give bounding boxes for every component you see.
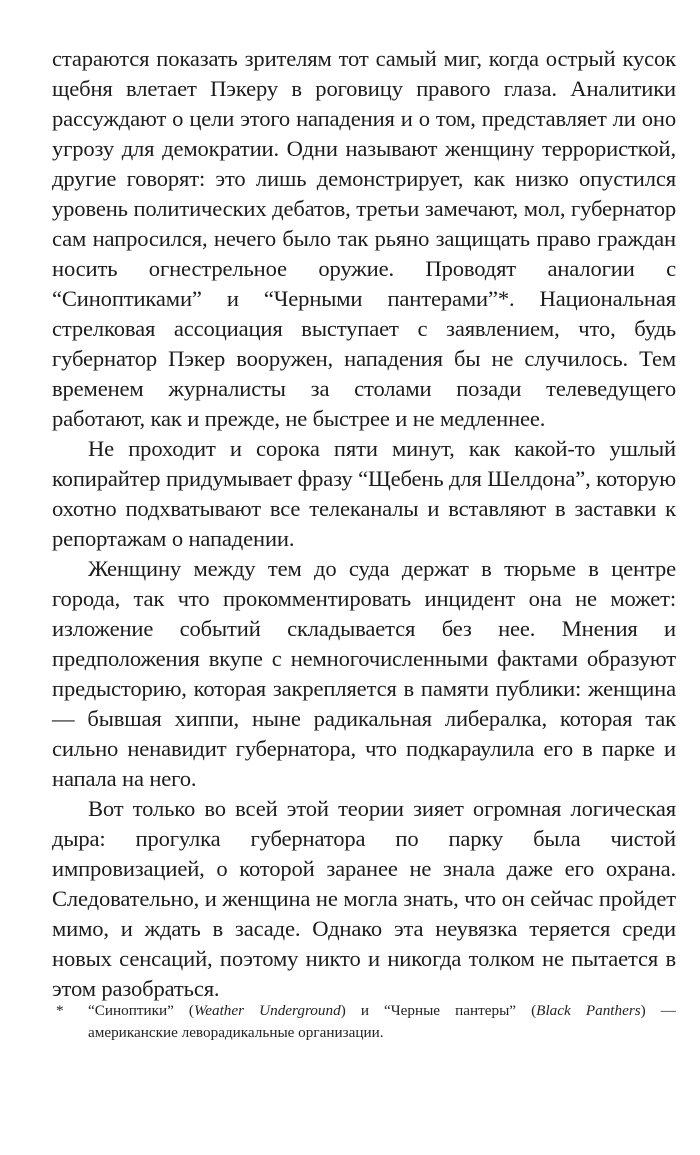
footnote-italic-black-panthers: Black Panthers (536, 1002, 641, 1019)
paragraph-1: стараются показать зрителям тот самый миг, когда острый кусок щебня влетает Пэкеру в роговицу правого глаза. Аналитики рассуждают о цели этого нападения и о том, представляет ли оно угрозу для демократии. Одни называют женщину террористкой, другие говорят: это лишь демонстрирует, как низко опустился уровень политических дебатов, третьи замечают, мол, губернатор сам напросился, нечего было так рьяно защищать право граждан носить огнестрельное оружие. Проводят аналогии с “Синоптиками” и “Черными пантерами”*. Национальная стрелковая ассоциация выступает с заявлением, что, будь губернатор Пэкер вооружен, нападения бы не случилось. Тем временем журналисты за столами позади телеведущего работают, как и прежде, не быстрее и не медленнее. (52, 46, 676, 431)
footnote-marker: * (56, 1002, 64, 1019)
paragraph-3: Женщину между тем до суда держат в тюрьме в центре города, так что прокомментировать инцидент она не может: изложение событий складывается без нее. Мнения и предположения вкупе с немногочисленными фактами образуют предысторию, которая закрепляется в памяти публики: женщина — бывшая хиппи, ныне радикальная либералка, которая так сильно ненавидит губернатора, что подкараулила его в парке и напала на него. (52, 556, 676, 791)
footnote-text-part-1: “Синоптики” ( (88, 1002, 194, 1019)
paragraph-2: Не проходит и сорока пяти минут, как какой-то ушлый копирайтер придумывает фразу “Щебень для Шелдона”, которую охотно подхватывают все телеканалы и вставляют в заставки к репортажам о нападении. (52, 436, 676, 551)
footnote-text-part-3: ) — американские леворадикальные организации. (88, 1002, 676, 1041)
footnote (52, 1000, 676, 1044)
footnote-text (88, 1000, 676, 1044)
footnote-text-part-2: ) и “Черные пантеры” ( (340, 1002, 537, 1019)
paragraph-4: Вот только во всей этой теории зияет огромная логическая дыра: прогулка губернатора по парку была чистой импровизацией, о которой заранее не знала даже его охрана. Следовательно, и женщина не могла знать, что он сейчас пройдет мимо, и ждать в засаде. Однако эта неувязка теряется среди новых сенсаций, поэтому никто и никогда толком не пытается в этом разобраться. (52, 796, 676, 1001)
page-body (52, 44, 676, 1004)
footnote-italic-weather-underground: Weather Underground (194, 1002, 341, 1019)
